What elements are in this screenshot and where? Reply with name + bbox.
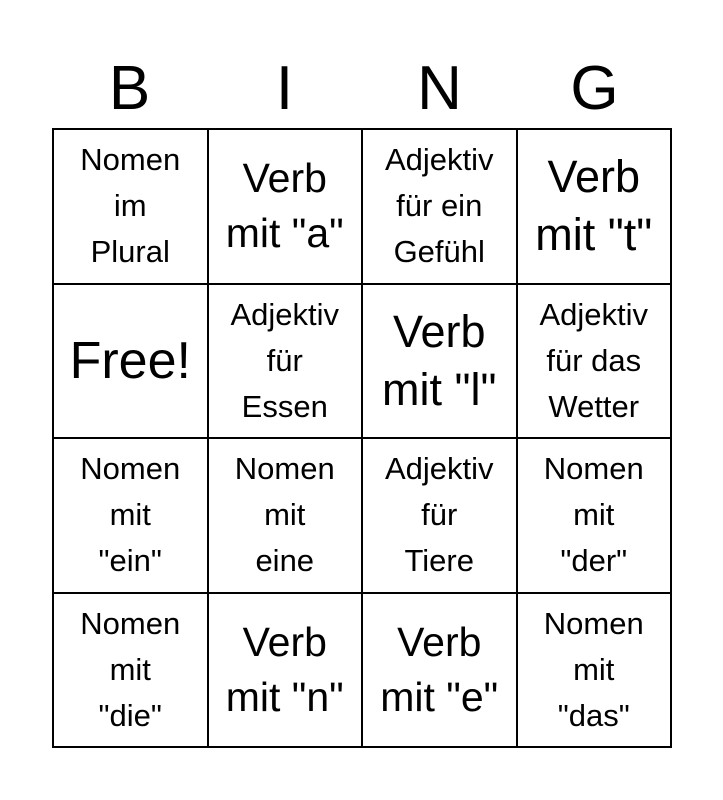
bingo-cell[interactable]: Free! — [54, 285, 209, 440]
bingo-cell[interactable]: Verb mit "n" — [209, 594, 364, 749]
bingo-cell[interactable]: Adjektiv für Tiere — [363, 439, 518, 594]
bingo-cell[interactable]: Nomen mit "der" — [518, 439, 673, 594]
bingo-cell[interactable]: Adjektiv für das Wetter — [518, 285, 673, 440]
bingo-cell[interactable]: Adjektiv für Essen — [209, 285, 364, 440]
header-letter-b: B — [108, 54, 151, 123]
bingo-cell[interactable]: Nomen mit "die" — [54, 594, 209, 749]
bingo-cell[interactable]: Adjektiv für ein Gefühl — [363, 130, 518, 285]
header-letter-n: N — [417, 54, 462, 123]
bingo-cell[interactable]: Verb mit "l" — [363, 285, 518, 440]
bingo-board — [52, 128, 672, 748]
bingo-cell[interactable]: Nomen mit eine — [209, 439, 364, 594]
header-letter-g: G — [570, 54, 619, 123]
bingo-cell[interactable]: Verb mit "t" — [518, 130, 673, 285]
bingo-cell[interactable]: Nomen mit "ein" — [54, 439, 209, 594]
bingo-cell[interactable]: Nomen im Plural — [54, 130, 209, 285]
bingo-cell[interactable]: Nomen mit "das" — [518, 594, 673, 749]
bingo-cell[interactable]: Verb mit "a" — [209, 130, 364, 285]
bingo-header — [52, 50, 672, 128]
bingo-cell[interactable]: Verb mit "e" — [363, 594, 518, 749]
header-letter-i: I — [275, 54, 294, 123]
